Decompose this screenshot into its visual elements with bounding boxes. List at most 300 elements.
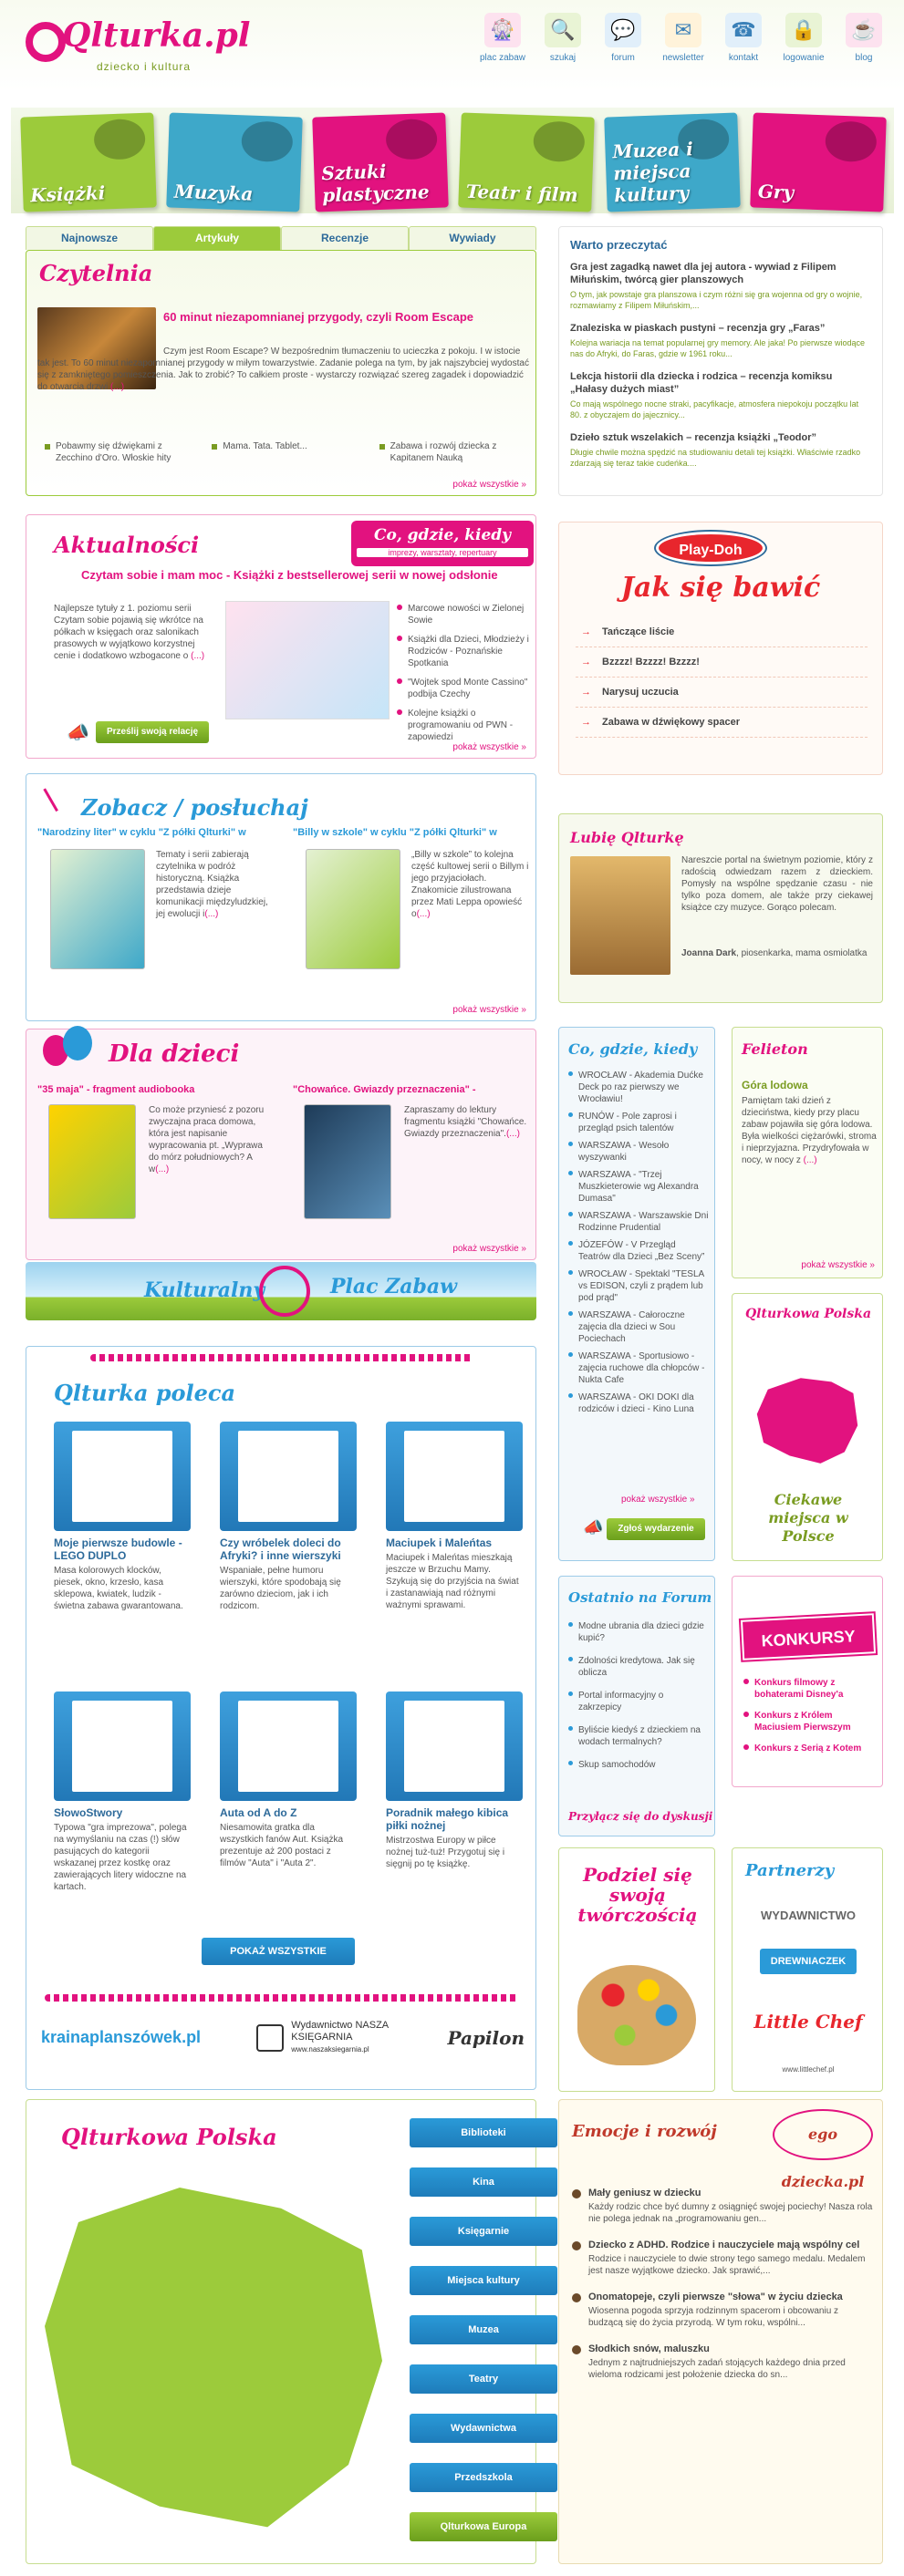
plac-zabaw-left-text: Kulturalny [144,1278,265,1302]
warto-item-desc: Długie chwile można spędzić na studiowaniu detali tej książki. Właściwie rzadko zdarzają się teraz takie cudeńka.... [570,448,861,468]
tab-4[interactable]: Wywiady [409,226,536,250]
emocje-item-title: Dziecko z ADHD. Rodzice i nauczyciele mają wspólny cel [588,2240,860,2250]
co-gdzie-more-link[interactable]: pokaż wszystkie » [621,1495,695,1505]
aktualnosci-panel [26,514,536,759]
partner-littlechef-logo[interactable]: Little Chef [753,2011,863,2033]
event-item-text: WARSZAWA - Warszawskie Dni Rodzinne Prudential [578,1211,709,1233]
aktualnosci-title: Aktualności [54,532,200,558]
emocje-item-title: Mały geniusz w dziecku [588,2188,701,2198]
bullet-icon [45,444,50,450]
event-item-text: JÓZEFÓW - V Przegląd Teatrów dla Dzieci „Bez Sceny” [578,1240,705,1262]
category-illustration [93,119,146,160]
lubie-text: Nareszcie portal na świetnym poziomie, który z radością odwiedzam razem z dzieckiem. Pomysły na wspólne spędzanie czasu - nie tylko poza domem, ale także przy ciekawej książce czy muzyce. Gorąco polecam. [681,855,873,913]
felieton-headline[interactable]: Góra lodowa [742,1079,808,1091]
zobacz-panel [26,773,536,1021]
poleca-item-title: Maciupek i Maleńtas [386,1536,493,1549]
warto-list [570,261,871,469]
event-item-text: WARSZAWA - Całoroczne zajęcia dla dzieci w Sou Pociechach [578,1310,685,1344]
qp-side-subtitle: Ciekawe miejsca w Polsce [768,1491,848,1545]
czytelnia-links [45,440,528,471]
zobacz-more-link[interactable]: pokaż wszystkie » [452,1005,526,1015]
site-brand: Qlturka.pl [62,16,251,55]
topnav-item-cup[interactable] [836,13,891,63]
aktualnosci-link[interactable] [397,634,530,669]
lubie-panel [558,813,883,1003]
event-item-text: WARSZAWA - OKI DOKI dla rodziców i dzieci - Kino Luna [578,1392,694,1414]
bullet-icon [568,1112,573,1117]
aktualnosci-link[interactable] [397,677,530,700]
qp-button-label: Miejsca kultury [447,2275,520,2286]
forum-item[interactable] [568,1724,709,1748]
poleca-item-title: Auta od A do Z [220,1806,297,1819]
bullet-icon [568,1071,573,1076]
tab-3[interactable]: Recenzje [281,226,409,250]
jak-sie-bawic-item[interactable] [576,708,868,738]
konkurs-item[interactable] [743,1710,877,1733]
bullet-icon [568,1212,573,1216]
topnav-item-search[interactable] [535,13,590,63]
event-item[interactable] [568,1268,709,1304]
category-3[interactable] [312,112,449,212]
category-5[interactable] [604,112,741,212]
topnav-item-contact[interactable] [716,13,771,63]
topnav-item-ferris-wheel[interactable] [475,13,530,63]
warto-item-title: Dzieło sztuk wszelakich – recenzja książki „Teodor” [570,432,817,443]
bullet-icon [568,1691,573,1696]
poleca-item-desc: Mistrzostwa Europy w piłce nożnej tuż-tuż! Przygotuj się i sięgnij po tę książkę. [386,1836,505,1869]
poleca-item-image [54,1691,191,1801]
poleca-item-image [220,1691,357,1801]
nasza-ksiegarnia-url: www.naszaksiegarnia.pl [291,2045,369,2054]
badge-title: Co, gdzie, kiedy [373,526,512,544]
qp-button-6[interactable] [410,2364,557,2394]
bullet-icon [743,1712,749,1717]
bullet-icon [572,2189,581,2198]
qp-button-5[interactable] [410,2315,557,2344]
poleca-item[interactable] [54,1691,191,1893]
jak-sie-bawic-item-label: Narysuj uczucia [602,687,679,698]
zobacz-item-title: "Narodziny liter" w cyklu "Z półki Qlturki" w [37,827,246,838]
zobacz-item[interactable] [37,827,275,991]
megaphone-icon: 📣 [583,1518,604,1536]
zobacz-item-desc: „Billy w szkole” to kolejna część kultowej serii o Billym i jego przyjaciołach. Znakomicie zilustrowana przez Mati Leppa opowieść o [411,850,529,919]
pin-icon [43,781,71,812]
papilon-logo[interactable]: Papilon [447,2026,525,2049]
event-item-text: WARSZAWA - Sportusiowo - zajęcia ruchowe dla chłopców - Nukta Cafe [578,1351,705,1385]
konkursy-title: KONKURSY [761,1627,857,1650]
category-illustration [533,120,586,162]
co-gdzie-kiedy-badge[interactable] [351,521,534,566]
qp-button-label: Księgarnie [457,2226,510,2237]
bullet-icon [568,1270,573,1275]
zglos-wydarzenie-label: Zgłoś wydarzenie [618,1524,694,1534]
ferris-wheel-icon [259,1266,310,1317]
nasza-ksiegarnia-logo[interactable] [256,2020,391,2055]
category-4[interactable] [458,112,595,212]
topnav-item-lock[interactable] [776,13,831,63]
felieton-title: Felieton [742,1040,808,1058]
bullet-icon [568,1142,573,1146]
felieton-panel [732,1027,883,1278]
jak-sie-bawic-list [576,617,868,738]
qp-button-7[interactable] [410,2414,557,2443]
qp-button-4[interactable] [410,2266,557,2295]
forum-item-text: Modne ubrania dla dzieci gdzie kupić? [578,1621,704,1643]
emocje-item-title: Onomatopeje, czyli pierwsze "słowa" w życiu dziecka [588,2292,843,2302]
topnav-item-forum[interactable] [596,13,650,63]
aktualnosci-link-text: Książki dla Dzieci, Młodzieży i Rodziców - Poznańskie Spotkania [408,635,529,668]
bullet-icon [397,605,402,610]
czytelnia-link-text: Zabawa i rozwój dziecka z Kapitanem Nauką [390,441,497,463]
dla-dzieci-item-cover [304,1104,391,1219]
konkurs-item[interactable] [743,1743,877,1754]
dla-dzieci-item-desc: Co może przyniesć z pozoru zwyczajna praca domowa, która jest napisanie wypracowania pt. „Wyprawa do mórz południowych? A w [149,1105,265,1174]
site-logo[interactable] [26,16,251,80]
konkursy-banner[interactable] [741,1613,876,1660]
forum-panel [558,1576,715,1836]
kraina-planszowek-logo[interactable]: krainaplanszówek.pl [41,2028,202,2046]
poleca-item[interactable] [386,1691,523,1870]
co-gdzie-title: Co, gdzie, kiedy [568,1040,698,1058]
aktualnosci-image[interactable] [225,601,390,719]
nasza-ksiegarnia-icon [256,2024,284,2052]
aktualnosci-link-text: Marcowe nowości w Zielonej Sowie [408,604,525,626]
qp-button-label: Wydawnictwa [451,2423,516,2434]
forum-item-text: Portal informacyjny o zakrzepicy [578,1691,664,1712]
bullet-icon [397,678,402,684]
poleca-item-image [54,1422,191,1531]
jak-sie-bawic-item-label: Tańczące liście [602,626,675,637]
emocje-item[interactable] [572,2240,875,2277]
logo-q-icon [26,22,66,62]
arrow-icon: → [581,687,591,698]
forum-item[interactable] [568,1620,709,1644]
event-item[interactable] [568,1169,709,1205]
jak-sie-bawic-item-label: Bzzzz! Bzzzz! Bzzzz! [602,657,700,667]
lubie-author: Joanna Dark [681,948,737,958]
qp-bottom-title: Qlturkowa Polska [61,2124,277,2150]
aktualnosci-link[interactable] [397,603,530,626]
arrow-icon: → [581,657,591,667]
czytelnia-link[interactable] [379,440,528,464]
article-tabs [26,226,536,250]
bullet-icon [397,636,402,641]
zobacz-item-more[interactable]: (...) [204,909,219,919]
czytelnia-article-text: Czym jest Room Escape? W bezpośrednim tłumaczeniu to ucieczka z pokoju. I w istocie tak jest. To 60 minut niezapomnianej przygody w miłym towarzystwie. Zadanie polega na tym, by jak najszybciej wydostać się z zamkniętego pomieszczenia. Jak to zrobić? To całkiem proste - wystarczy rozwiązać szereg zagadek i dopowiadzić do otwarcia drzwi [37,347,529,392]
poleca-item-desc: Typowa "gra imprezowa", polega na wymyślaniu na czas (!) słów pasujących do kategorii wskazanej przez kostkę oraz zawierających litery widoczne na kartach. [54,1823,187,1892]
warto-item-title: Znaleziska w piaskach pustyni – recenzja gry „Faras” [570,323,826,334]
play-doh-logo[interactable] [656,532,765,564]
co-gdzie-list [568,1070,709,1421]
emocje-item-desc: Jednym z najtrudniejszych zadań stojących każdego dnia przed wieloma rodzicami jest położenie dziecka do sn... [588,2358,846,2380]
jak-sie-bawic-item-label: Zabawa w dźwiękowy spacer [602,717,741,728]
poleca-item[interactable] [220,1691,357,1869]
dla-dzieci-item-title: "35 maja" - fragment audiobooka [37,1084,195,1095]
cup-icon: ☕ [846,13,882,47]
event-item-text: WROCŁAW - Spektakl "TESLA vs EDISON, czyli z prądem lub pod prąd" [578,1269,704,1303]
poleca-partners [41,2020,525,2055]
warto-item[interactable] [570,322,871,359]
tab-1[interactable]: Najnowsze [26,226,153,250]
warto-item[interactable] [570,261,871,311]
zglos-wydarzenie-button[interactable] [607,1518,705,1540]
forum-item[interactable] [568,1655,709,1679]
zobacz-items [37,827,530,991]
lubie-avatar [570,856,670,975]
przeslij-relacje-label: Prześlij swoją relację [106,727,199,737]
warto-item-desc: Kolejna wariacja na temat popularnej gry memory. Ale jaka! Po pierwsze wiodące nas do Afryki, do Faras, gdzie w 1961 roku... [570,338,865,358]
event-item-text: WARSZAWA - "Trzej Muszkieterowie wg Alexandra Dumasa" [578,1170,699,1204]
qp-side-panel[interactable] [732,1293,883,1561]
dla-dzieci-item[interactable] [37,1084,275,1230]
aktualnosci-links [397,603,530,750]
dla-dzieci-item-more[interactable]: (...) [505,1129,520,1139]
event-item-text: WARSZAWA - Wesoło wyszywanki [578,1141,670,1163]
poleca-item-title: Poradnik małego kibica piłki nożnej [386,1806,509,1832]
pokaz-wszystkie-label: POKAŻ WSZYSTKIE [230,1946,327,1957]
zobacz-item-cover [306,849,400,969]
qp-button-label: Przedszkola [454,2472,513,2483]
topnav-item-newsletter[interactable] [656,13,711,63]
konkursy-list [743,1677,877,1764]
aktualnosci-more-inline[interactable]: (...) [191,651,205,661]
poleca-item-title: Czy wróbelek doleci do Afryki? i inne wierszyki [220,1536,341,1562]
bullet-icon [743,1744,749,1750]
poland-map-icon [753,1372,862,1467]
felieton-text: Pamiętam taki dzień z dzieciństwa, kiedy przy placu zabaw pojawiła się góra lodowa. Była wielkości ciężarówki, stroma i nieprzyjazna. Przydryfowała w nocy, w nocy z [742,1096,877,1165]
poleca-item-image [386,1691,523,1801]
qp-side-title: Qlturkowa Polska [744,1307,872,1321]
qp-bottom-panel [26,2099,536,2564]
konkurs-item-text: Konkurs z Królem Maciusiem Pierwszym [754,1711,851,1733]
category-illustration [385,119,438,160]
forum-icon: 💬 [605,13,641,47]
czytelnia-link[interactable] [212,440,360,464]
event-item[interactable] [568,1309,709,1345]
aktualnosci-link-text: Kolejne książki o programowaniu od PWN - zapowiedzi [408,709,514,742]
emocje-item-desc: Wiosenna pogoda sprzyja rodzinnym spacerom i obcowaniu z budzącą się do życia przyrodą. W tym roku, wspólni... [588,2306,839,2328]
forum-footer[interactable]: Przyłącz się do dyskusji [568,1810,713,1823]
category-label: Gry [757,180,795,204]
ego-dziecka-logo[interactable]: ego dziecka.pl [773,2109,873,2160]
emocje-list [572,2188,875,2395]
emocje-panel [558,2099,883,2564]
konkurs-item[interactable] [743,1677,877,1701]
bullet-icon [568,1311,573,1316]
tab-2[interactable]: Artykuły [153,226,281,250]
event-item-text: RUNÓW - Pole zaprosi i przegląd psich talentów [578,1112,677,1133]
warto-panel [558,226,883,496]
podziel-panel[interactable] [558,1847,715,2092]
rope-decoration [90,1354,473,1361]
bullet-icon [568,1241,573,1246]
poleca-item[interactable] [386,1422,523,1611]
topnav-label: forum [611,53,635,63]
forum-list [568,1620,709,1782]
warto-item-title: Gra jest zagadką nawet dla jej autora - wywiad z Filipem Miłuńskim, twórcą gier planszowych [570,262,836,285]
emocje-item[interactable] [572,2188,875,2225]
partnerzy-title: Partnerzy [745,1861,835,1880]
konkurs-item-text: Konkurs z Serią z Kotem [754,1743,862,1754]
bullet-icon [568,1393,573,1398]
event-item[interactable] [568,1350,709,1386]
forum-item[interactable] [568,1759,709,1771]
plac-zabaw-right-text: Plac Zabaw [330,1275,458,1298]
plac-zabaw-banner[interactable] [26,1262,536,1320]
dla-dzieci-item-title: "Chowańce. Gwiazdy przeznaczenia" - [293,1084,476,1095]
topnav-label: newsletter [662,53,704,63]
newsletter-icon: ✉ [665,13,701,47]
emocje-title: Emocje i rozwój [572,2122,717,2141]
jak-sie-bawic-item[interactable] [576,678,868,708]
category-bar [11,108,894,213]
zobacz-item[interactable] [293,827,530,991]
poleca-item-desc: Maciupek i Maleńtas mieszkają jeszcze w Brzuchu Mamy. Szykują się do przyjścia na świat i zastanawiają nad różnymi ważnymi sprawami. [386,1553,519,1610]
poleca-panel [26,1346,536,2090]
warto-item-desc: Co mają wspólnego nocne straki, pacyfikacje, atmosfera niepokoju początku lat 80. z obyczajem do jajecznicy... [570,399,859,419]
header [0,0,904,91]
dla-dzieci-title: Dla dzieci [109,1040,240,1068]
category-label: Książki [29,181,106,207]
poleca-item-desc: Wspaniałe, pełne humoru wierszyki, które spodobają się zarówno dzieciom, jak i ich rodzicom. [220,1566,341,1611]
warto-title: Warto przeczytać [570,238,668,252]
felieton-more-link[interactable]: pokaż wszystkie » [801,1260,875,1270]
poland-map[interactable] [45,2188,382,2534]
poleca-item-desc: Masa kolorowych klocków, piesek, okno, krzesło, kasa sklepowa, kwiatek, ludzik - świetna zabawa gwarantowana. [54,1566,183,1611]
jak-sie-bawic-title: Jak się bawić [620,572,821,604]
czytelnia-more-link[interactable]: pokaż wszystkie » [452,480,526,490]
palette-icon [577,1965,696,2065]
poleca-item[interactable] [54,1422,191,1612]
qp-button-8[interactable] [410,2463,557,2492]
bullet-icon [568,1726,573,1731]
top-navigation [475,13,891,63]
czytelnia-more-inline[interactable]: (...) [110,382,125,392]
podziel-title: Podziel się swoją twórczością [577,1864,698,1926]
dla-dzieci-item[interactable] [293,1084,530,1230]
topnav-label: szukaj [549,53,577,63]
badge-subtitle: imprezy, warsztaty, repertuary [357,548,528,557]
contact-icon: ☎ [725,13,762,47]
bullet-icon [568,1352,573,1357]
bullet-icon [572,2241,581,2250]
event-item[interactable] [568,1070,709,1105]
pokaz-wszystkie-button[interactable] [202,1938,355,1965]
warto-item[interactable] [570,431,871,469]
bullet-icon [568,1761,573,1765]
lock-icon: 🔒 [785,13,822,47]
bullet-icon [572,2345,581,2354]
topnav-label: plac zabaw [479,53,526,63]
jak-sie-bawic-item[interactable] [576,617,868,647]
czytelnia-article-title[interactable]: 60 minut niezapomnianej przygody, czyli Room Escape [163,310,474,324]
bullet-icon [379,444,385,450]
event-item[interactable] [568,1239,709,1263]
czytelnia-link[interactable] [45,440,193,464]
qp-button-1[interactable] [410,2118,557,2147]
co-gdzie-panel [558,1027,715,1561]
forum-item-text: Zdolności kredytowa. Jak się oblicza [578,1656,695,1678]
aktualnosci-more-link[interactable]: pokaż wszystkie » [452,742,526,752]
felieton-more-inline[interactable]: (...) [803,1155,817,1165]
forum-item-text: Skup samochodów [578,1760,656,1770]
site-tagline: dziecko i kultura [97,60,192,73]
czytelnia-panel [26,250,536,496]
category-1[interactable] [20,112,157,212]
przeslij-relacje-button[interactable] [96,721,209,743]
dla-dzieci-more-link[interactable]: pokaż wszystkie » [452,1244,526,1254]
emocje-item[interactable] [572,2292,875,2329]
category-label: Teatr i film [465,180,579,206]
czytelnia-title: Czytelnia [39,260,153,286]
emocje-item-title: Słodkich snów, maluszku [588,2343,710,2354]
bullet-icon [568,1622,573,1627]
qp-button-label: Qlturkowa Europa [440,2521,527,2532]
play-doh-label: Play-Doh [679,543,743,558]
ferris-wheel-icon: 🎡 [484,13,521,47]
rope-decoration [45,1994,519,2002]
warto-item[interactable] [570,370,871,420]
aktualnosci-lead-title[interactable]: Czytam sobie i mam moc - Książki z bestsellerowej serii w nowej odsłonie [81,568,498,582]
czytelnia-link-text: Mama. Tata. Tablet... [223,441,307,451]
qp-button-3[interactable] [410,2217,557,2246]
poleca-title: Qlturka poleca [54,1380,236,1406]
search-icon: 🔍 [545,13,581,47]
partnerzy-panel [732,1847,883,2092]
partner-drewniaczek-logo[interactable]: DREWNIACZEK [760,1949,857,1974]
qp-button-label: Teatry [468,2374,499,2385]
qp-button-label: Muzea [468,2324,499,2335]
megaphone-icon: 📣 [67,723,89,743]
jak-sie-bawic-item[interactable] [576,647,868,678]
event-item[interactable] [568,1391,709,1415]
poleca-item-title: Moje pierwsze budowle - LEGO DUPLO [54,1536,182,1562]
partner-wydawnictwo-logo[interactable]: WYDAWNICTWO [761,1909,856,1922]
forum-item[interactable] [568,1690,709,1713]
topnav-label: blog [855,53,873,63]
bullet-icon [568,1171,573,1175]
dla-dzieci-item-cover [48,1104,136,1219]
event-item[interactable] [568,1140,709,1164]
bullet-icon [572,2293,581,2302]
dla-dzieci-items [37,1084,530,1230]
bullet-icon [568,1657,573,1661]
warto-item-desc: O tym, jak powstaje gra planszowa i czym różni się gra wojenna od gry o wojnie, rozmawiamy z Filipem Miłuńskim,... [570,290,863,310]
qp-button-2[interactable] [410,2167,557,2197]
qp-button-9[interactable] [410,2512,557,2541]
lubie-title: Lubię Qlturkę [570,829,684,846]
aktualnosci-link[interactable] [397,708,530,743]
category-2[interactable] [166,112,303,212]
dla-dzieci-item-more[interactable]: (...) [155,1164,170,1174]
bullet-icon [397,709,402,715]
event-item[interactable] [568,1111,709,1134]
poleca-item[interactable] [220,1422,357,1612]
zobacz-item-desc: Tematy i serii zabierają czytelnika w podróż historyczną. Książka przedstawia dzieje komunikacji międzyludzkiej, jej ewolucji i [156,850,268,919]
dla-dzieci-panel [26,1029,536,1260]
poleca-item-image [220,1422,357,1531]
category-6[interactable] [750,112,887,212]
konkurs-item-text: Konkurs filmowy z bohaterami Disney'a [754,1678,844,1700]
qp-button-label: Biblioteki [461,2127,506,2138]
aktualnosci-link-text: "Wojtek spod Monte Cassino" podbija Czechy [408,678,528,699]
zobacz-item-cover [50,849,145,969]
poleca-item-desc: Niesamowita gratka dla wszystkich fanów Aut. Książka prezentuje aż 200 postaci z filmów "Auta" i "Auta 2". [220,1823,344,1868]
zobacz-item-more[interactable]: (...) [416,909,431,919]
event-item-text: WROCŁAW - Akademia Dućke Deck po raz pierwszy we Wrocławiu! [578,1071,703,1104]
event-item[interactable] [568,1210,709,1234]
emocje-item[interactable] [572,2343,875,2381]
